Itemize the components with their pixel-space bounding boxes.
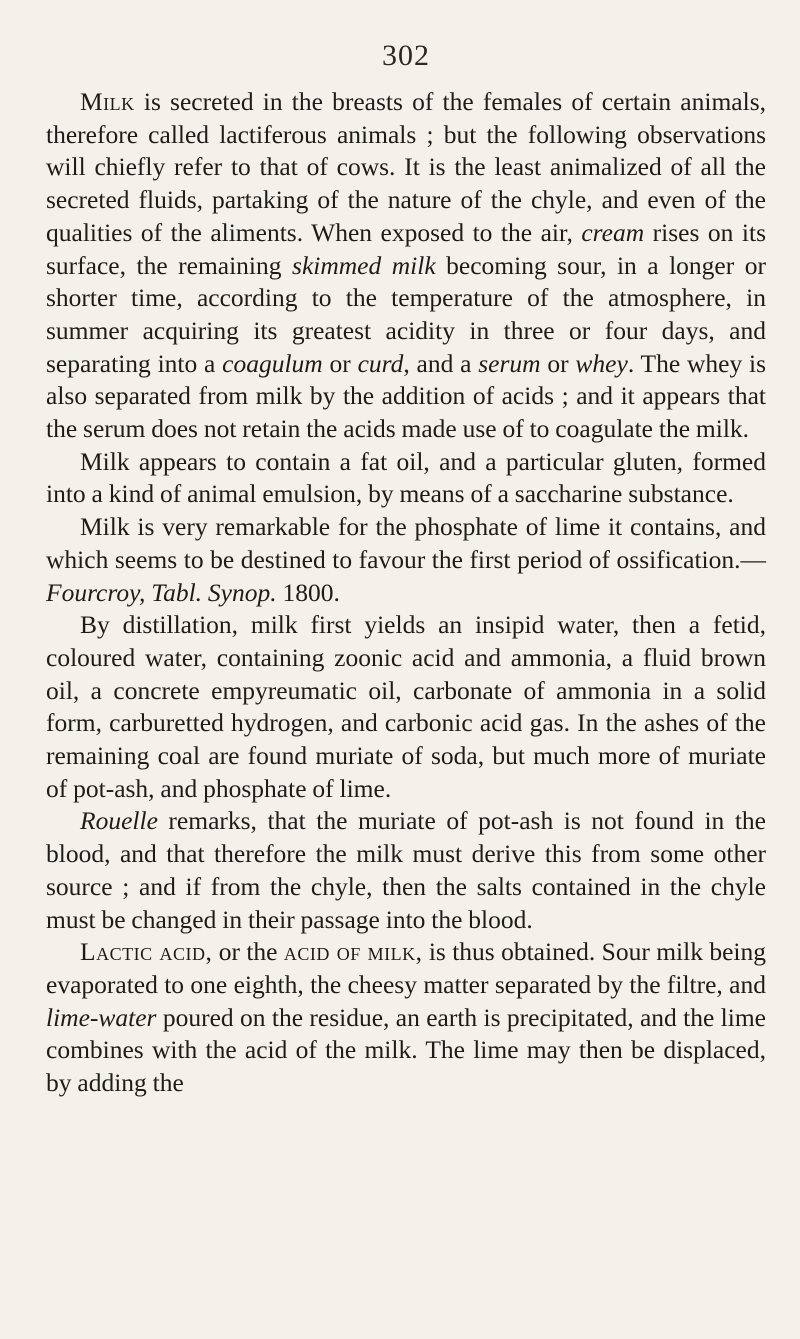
small-caps-term: Milk <box>80 87 135 116</box>
text-run: is secreted in the breasts of the females of certain animals, therefore called lactiferous animals ; but the following observations will chiefly refer to that of cows. It is the least animalized of all the secreted fluids, partaking of the nature of the chyle, and even of the qualities of the aliments. When exposed to the air, <box>46 87 766 247</box>
italic-term: Fourcroy, Tabl. Synop. <box>46 577 277 607</box>
small-caps-term: Lactic acid, <box>80 937 213 967</box>
italic-term: lime-water <box>46 1002 157 1032</box>
text-run: or the <box>212 937 284 967</box>
body-text <box>46 86 766 1100</box>
page-number: 302 <box>382 39 430 72</box>
paragraph-p1 <box>46 86 766 446</box>
paragraph-p4 <box>46 609 766 805</box>
italic-term: whey <box>575 348 628 378</box>
paragraph-p5 <box>46 805 766 936</box>
paragraph-p3 <box>46 511 766 609</box>
italic-term: cream <box>581 217 645 247</box>
text-run: , and a <box>403 348 479 378</box>
text-run: becoming sour, in a longer or shorter time, according to the temperature of the atmosphere, in summer acquiring its greatest acidity in three or four days, and separating into a <box>46 250 766 378</box>
text-run: Milk is very remarkable for the phosphate of lime it contains, and which seems to be destined to favour the first period of ossification.— <box>46 512 766 574</box>
text-run: remarks, that the muriate of pot-ash is not found in the blood, and that therefore the milk must derive this from some other source ; and if from the chyle, then the salts contained in the chyle must be changed in their passage into the blood. <box>46 806 766 934</box>
small-caps-term: acid of milk, <box>283 937 423 967</box>
italic-term: curd <box>357 348 404 378</box>
text-run: is thus obtained. Sour milk being evaporated to one eighth, the cheesy matter separated by the filtre, and <box>46 937 766 999</box>
italic-term: serum <box>478 348 541 378</box>
paragraph-p2 <box>46 446 766 511</box>
italic-term: skimmed milk <box>292 250 436 280</box>
text-run: or <box>322 348 358 378</box>
italic-term: Rouelle <box>80 806 158 836</box>
text-run: . The whey is also separated from milk by the addition of acids ; and it appears that the serum does not retain the acids made use of to coagulate the milk. <box>46 348 766 444</box>
text-run: 1800. <box>276 577 340 607</box>
text-run: rises on its surface, the remaining <box>46 217 766 280</box>
text-run: Milk appears to contain a fat oil, and a particular gluten, formed into a kind of animal emulsion, by means of a saccharine substance. <box>46 446 766 509</box>
text-run: poured on the residue, an earth is precipitated, and the lime combines with the acid of the milk. The lime may then be displaced, by adding the <box>46 1002 766 1098</box>
text-run: or <box>540 348 576 378</box>
text-run: By distillation, milk first yields an insipid water, then a fetid, coloured water, containing zoonic acid and ammonia, a fluid brown oil, a concrete empyreumatic oil, carbonate of ammonia in a solid form, carburetted hydrogen, and carbonic acid gas. In the ashes of the remaining coal are found muriate of soda, but much more of muriate of pot-ash, and phosphate of lime. <box>46 610 766 803</box>
paragraph-p6 <box>46 936 766 1100</box>
italic-term: coagulum <box>222 348 323 378</box>
